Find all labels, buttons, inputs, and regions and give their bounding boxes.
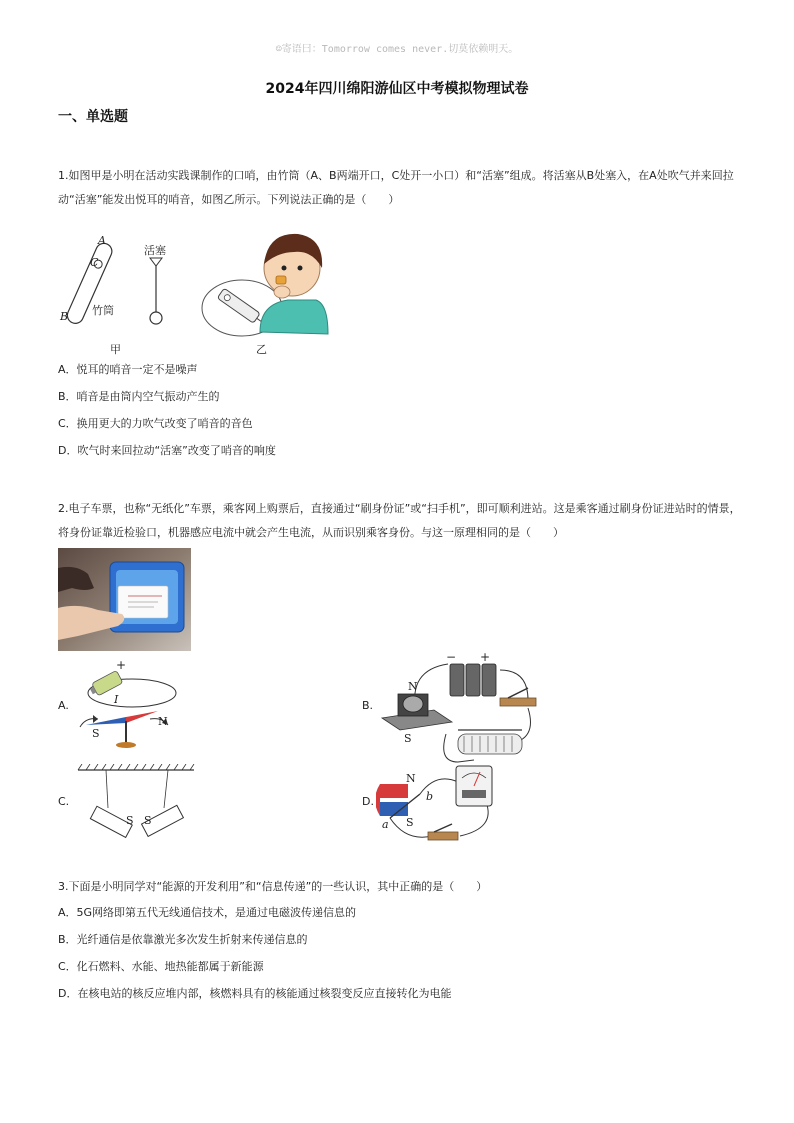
question-3-stem: 3.下面是小明同学对“能源的开发利用”和“信息传递”的一些认识，其中正确的是（ ）	[58, 880, 488, 893]
q1-option-d[interactable]: D．吹气时来回拉动“活塞”改变了哨音的响度	[58, 444, 276, 457]
caption-yi: 乙	[256, 343, 267, 356]
figc-s1: S	[126, 814, 134, 827]
figb-north: N	[408, 680, 418, 693]
motor-magnet-icon	[382, 694, 452, 730]
q1-option-c[interactable]: C．换用更大的力吹气改变了哨音的音色	[58, 417, 253, 430]
q1-option-b[interactable]: B．哨音是由筒内空气振动产生的	[58, 390, 220, 403]
q2-option-d[interactable]: D.	[362, 795, 374, 808]
q3-option-d[interactable]: D．在核电站的核反应堆内部，核燃料具有的核能通过核裂变反应直接转化为电能	[58, 987, 452, 1000]
q2-figure-c-magnets	[76, 764, 196, 844]
q3-option-a[interactable]: A．5G网络即第五代无线通信技术，是通过电磁波传递信息的	[58, 906, 357, 919]
figd-north: N	[406, 772, 416, 785]
label-a: A	[98, 234, 106, 247]
q2-figure-b-motor	[378, 650, 548, 772]
label-piston: 活塞	[144, 244, 166, 257]
switch-d-icon	[428, 824, 458, 840]
figa-plus: +	[116, 658, 127, 672]
exam-title: 2024年四川绵阳游仙区中考模拟物理试卷	[265, 81, 529, 97]
q2-option-c[interactable]: C.	[58, 795, 70, 808]
header-motto: ☺寄语曰：Tomorrow comes never.切莫依赖明天。	[275, 44, 519, 55]
figa-current: I	[114, 693, 119, 706]
figd-a: a	[382, 818, 389, 831]
q2-figure-a-oersted	[76, 655, 186, 755]
q2-photo-id-card	[58, 548, 191, 651]
q1-figure-yi	[198, 212, 338, 362]
galvanometer-icon	[456, 766, 492, 806]
q3-option-c[interactable]: C．化石燃料、水能、地热能都属于新能源	[58, 960, 264, 973]
figb-minus: −	[446, 650, 457, 664]
boy-icon	[260, 234, 328, 334]
figd-b: b	[426, 790, 434, 803]
figd-south: S	[406, 816, 414, 829]
section-title: 一、单选题	[58, 109, 128, 125]
figa-north: N	[158, 715, 168, 728]
battery-pack-icon	[450, 664, 496, 696]
label-tube: 竹筒	[92, 304, 114, 317]
q2-option-b[interactable]: B.	[362, 699, 374, 712]
u-magnet-icon	[376, 782, 416, 816]
label-b: B	[60, 310, 69, 323]
q3-option-b[interactable]: B．光纤通信是依靠激光多次发生折射来传递信息的	[58, 933, 308, 946]
piston-icon	[150, 258, 162, 324]
question-2-stem: 2.电子车票，也称“无纸化”车票，乘客网上购票后，直接通过“刷身份证”或“扫手机”，即可顺利进站。这是乘客通过刷身份证进站时的情景，将身份证靠近检验口，机器感应电流中就会产生电流，从而识别乘客身份。与这一原理相同的是（ ）	[58, 502, 741, 539]
label-c: C	[90, 256, 99, 269]
q2-figure-d-generator	[376, 762, 526, 846]
caption-jia: 甲	[110, 343, 121, 356]
q2-option-a[interactable]: A.	[58, 699, 69, 712]
question-1-stem: 1.如图甲是小明在活动实践课制作的口哨，由竹筒（A、B两端开口，C处开一小口）和“活塞”组成。将活塞从B处塞入，在A处吹气并来回拉动“活塞”能发出悦耳的哨音，如图乙所示。下列说法正确的是（ ）	[58, 169, 734, 206]
switch-icon	[500, 688, 536, 706]
figb-plus: +	[480, 650, 491, 664]
q1-figure-jia	[58, 232, 178, 362]
figb-south: S	[404, 732, 412, 745]
figa-south: S	[92, 727, 100, 740]
q1-option-a[interactable]: A．悦耳的哨音一定不是噪声	[58, 363, 198, 376]
figc-s2: S	[144, 814, 152, 827]
rheostat-icon	[458, 730, 522, 754]
